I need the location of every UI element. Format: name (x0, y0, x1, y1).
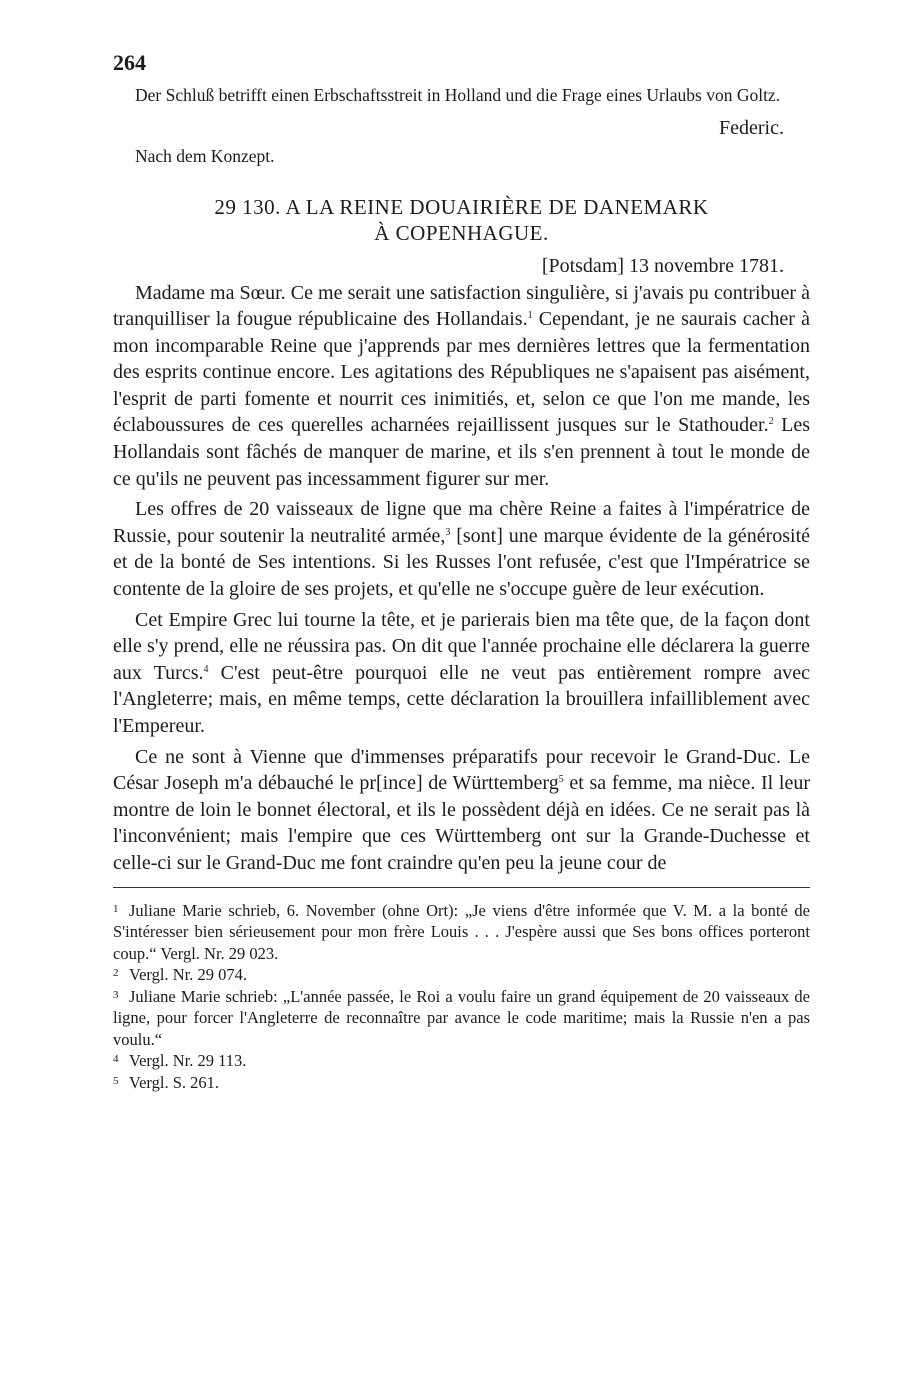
footnote-3: 3 Juliane Marie schrieb: „L'année passée, le Roi a voulu faire un grand équipement de 20 vaisseaux de ligne, pour forcer l'Angleterre de reconnaître par avance le code maritime; mais la Russie n'en a pas voulu.“ (113, 986, 810, 1049)
footnote-4: 4 Vergl. Nr. 29 113. (113, 1051, 247, 1071)
footnote-ref-5: 5 (558, 774, 564, 786)
footnote-text: Vergl. S. 261. (129, 1072, 219, 1092)
letter-heading-line-1: 29 130. A LA REINE DOUAIRIÈRE DE DANEMARK (214, 194, 709, 219)
intro-summary: Der Schluß betrifft einen Erbschaftsstreit in Holland und die Frage eines Urlaubs von Goltz. (135, 85, 781, 105)
footnote-text: Vergl. Nr. 29 113. (129, 1051, 247, 1071)
footnote-2: 2 Vergl. Nr. 29 074. (113, 965, 247, 985)
footnote-ref-3: 3 (445, 526, 451, 538)
paragraph-text: Cet Empire Grec lui tourne la tête, et je parierais bien ma tête que, de la façon dont elle s'y prend, elle ne réussira pas. On dit que l'année prochaine elle déclarera la guerre aux Turcs. (113, 608, 810, 684)
letter-heading-line-2: À COPENHAGUE. (374, 220, 549, 245)
page-number: 264 (113, 50, 146, 75)
letter-paragraph-4 (113, 744, 810, 877)
paragraph-text: Ce ne sont à Vienne que d'immenses préparatifs pour recevoir le Grand-Duc. Le César Joseph m'a débauché le pr[ince] de Württemberg (113, 745, 810, 795)
letter-paragraph-1 (113, 280, 810, 493)
footnote-text: Vergl. Nr. 29 074. (129, 965, 247, 985)
letter-paragraph-3 (113, 607, 810, 740)
paragraph-text: Les Hollandais sont fâchés de manquer de marine, et ils s'en prennent à tout le monde de ce qu'ils ne peuvent pas incessamment figurer sur mer. (113, 414, 811, 490)
footnote-divider (113, 887, 810, 888)
paragraph-text: et sa femme, ma nièce. Il leur montre de loin le bonnet électoral, et ils le possèdent déjà en idées. Ce ne serait pas là l'inconvénient; mais l'empire que ces Württemberg ont sur la Grande-Duchesse et celle-ci sur le Grand-Duc me font craindre qu'en peu la jeune cour de (113, 772, 810, 874)
paragraph-text: C'est peut-être pourquoi elle ne veut pas entièrement rompre avec l'Angleterre; mais, en même temps, cette déclaration la brouillera infailliblement avec l'Empereur. (113, 661, 810, 737)
document-page (113, 48, 810, 1093)
letter-heading (113, 194, 810, 246)
paragraph-text: Les offres de 20 vaisseaux de ligne que ma chère Reine a faites à l'impératrice de Russie, pour soutenir la neutralité armée, (113, 498, 810, 547)
letter-paragraph-2 (113, 496, 810, 602)
footnotes (113, 900, 810, 1094)
paragraph-text: Cependant, je ne saurais cacher à mon incomparable Reine que j'apprends par mes dernières lettres que la fermentation des esprits continue encore. Les agitations des Républiques ne s'apaisent pas aisément, l'esprit de parti fomente et nourrit ces inimitiés, et, selon ce que l'on me mande, les éclaboussures de ces querelles acharnées rejaillissent jusques sur le Stathouder. (113, 308, 811, 437)
paragraph-text: Madame ma Sœur. Ce me serait une satisfaction singulière, si j'avais pu contribuer à tranquilliser la fougue républicaine des Hollandais. (113, 281, 810, 331)
footnote-text: Juliane Marie schrieb: „L'année passée, le Roi a voulu faire un grand équipement de 20 vaisseaux de ligne, pour forcer l'Angleterre de reconnaître par avance le code maritime; mais la Russie n'en a pas voulu.“ (113, 986, 810, 1049)
footnote-1: 1 Juliane Marie schrieb, 6. November (ohne Ort): „Je viens d'être informée que V. M. a la bonté de S'intéresser bien sérieusement pour mon frère Louis . . . J'espère aussi que Ses bons offices porteront coup.“ Vergl. Nr. 29 023. (113, 900, 810, 963)
footnote-ref-2: 2 (768, 416, 774, 428)
intro-signature: Federic. (719, 116, 784, 139)
footnote-ref-4: 4 (203, 663, 209, 675)
footnote-text: Juliane Marie schrieb, 6. November (ohne Ort): „Je viens d'être informée que V. M. a la bonté de S'intéresser bien sérieusement pour mon frère Louis . . . J'espère aussi que Ses bons offices porteront coup.“ Vergl. Nr. 29 023. (113, 900, 810, 963)
paragraph-text: [sont] une marque évidente de la générosité et de la bonté de Ses intentions. Si les Russes l'ont refusée, c'est que l'Impératrice se contente de la gloire de ses projets, et qu'elle ne s'occupe guère de leur exécution. (113, 524, 810, 601)
intro-source-note: Nach dem Konzept. (135, 145, 275, 166)
footnote-5: 5 Vergl. S. 261. (113, 1072, 219, 1092)
letter-date: [Potsdam] 13 novembre 1781. (541, 254, 784, 277)
footnote-ref-1: 1 (527, 310, 533, 322)
